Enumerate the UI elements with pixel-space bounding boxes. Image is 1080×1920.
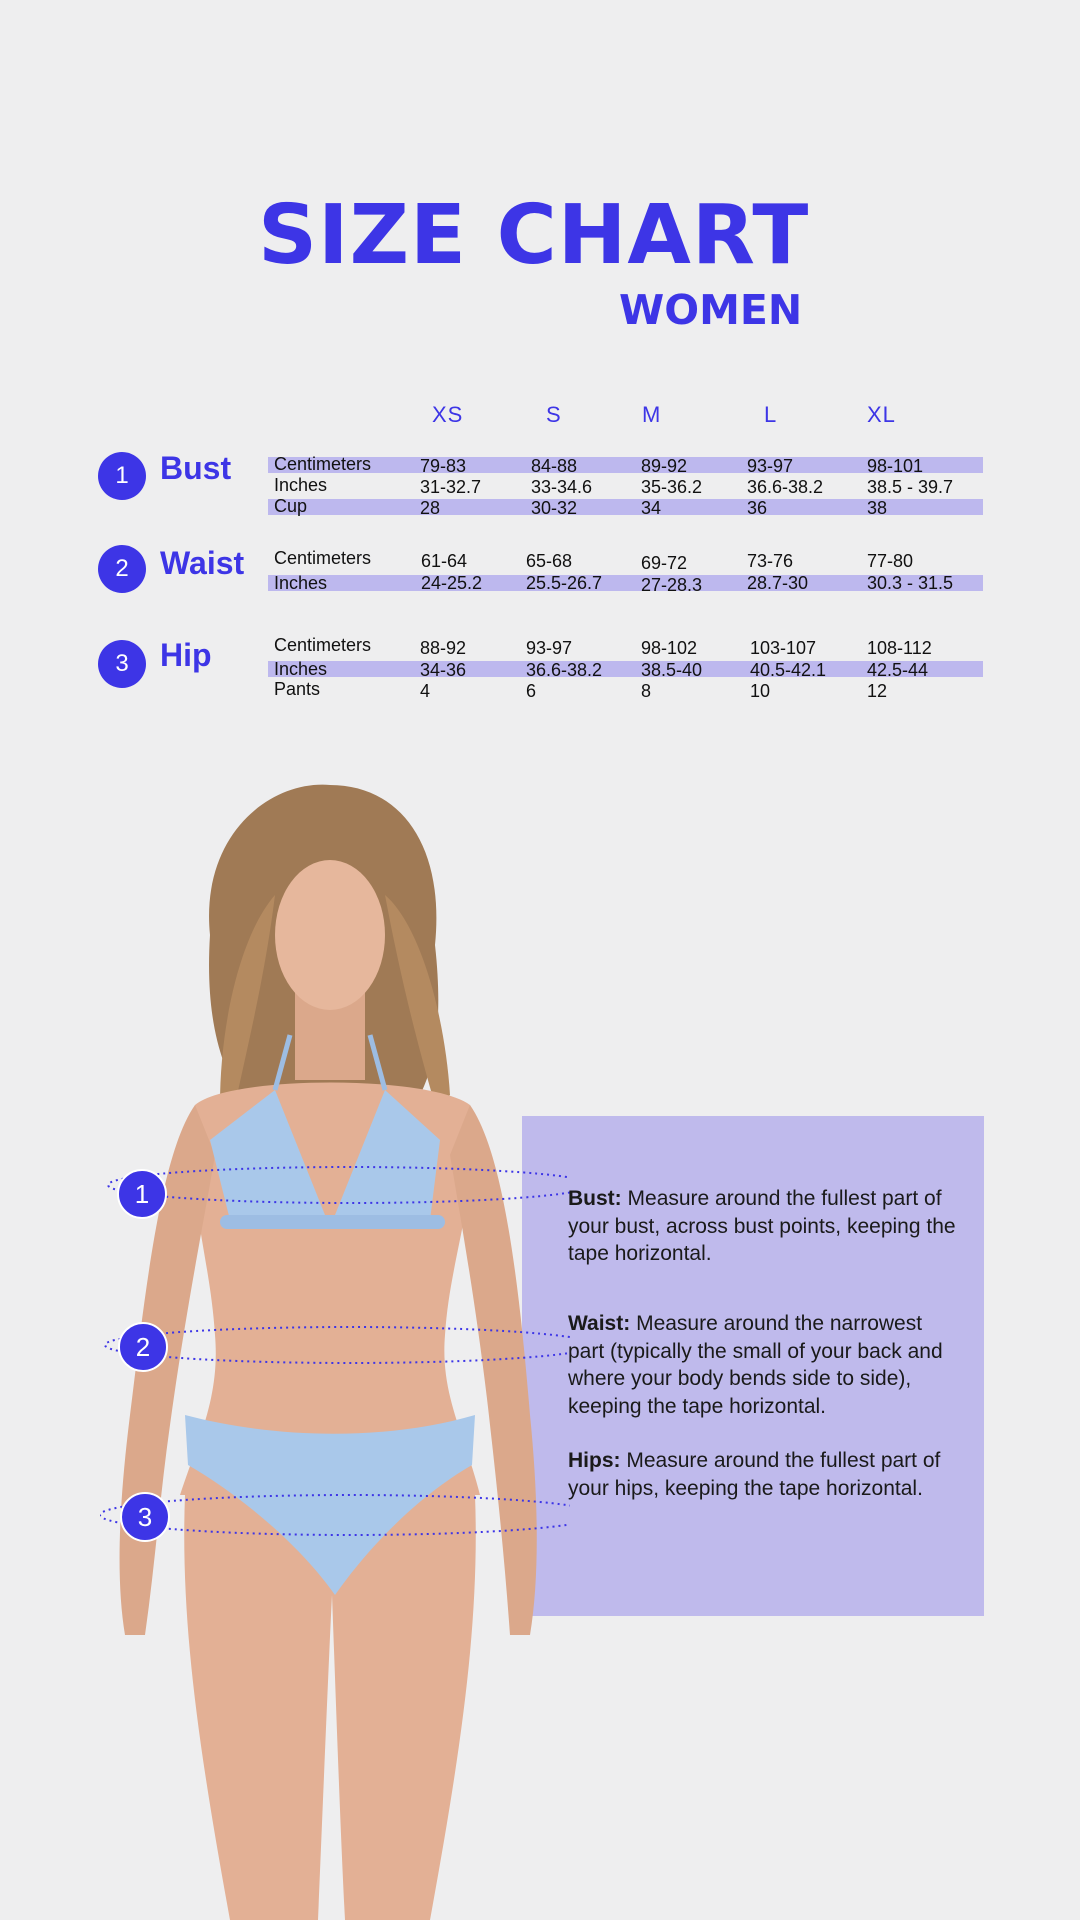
model-photo <box>100 775 570 1920</box>
page-subtitle: WOMEN <box>619 286 803 334</box>
waist-instruction <box>568 1310 958 1420</box>
waist-instruction-text: Measure around the narrowest part (typically the small of your back and where your body bends side to side), keeping the tape horizontal. <box>568 1312 943 1418</box>
size-header-l: L <box>764 402 778 427</box>
table-cell: 40.5-42.1 <box>750 660 827 680</box>
size-header-xs: XS <box>432 402 464 427</box>
size-header-m: M <box>642 402 662 427</box>
hip-marker: 3 <box>120 1492 170 1542</box>
table-cell: 36.6-38.2 <box>526 660 603 680</box>
bust-instruction <box>568 1185 958 1268</box>
table-cell: 36.6-38.2 <box>747 477 824 497</box>
table-cell: 34-36 <box>420 660 467 680</box>
table-cell: 30.3 - 31.5 <box>867 573 954 593</box>
row-label: Centimeters <box>274 635 372 655</box>
waist-instruction-term: Waist: <box>568 1312 631 1335</box>
table-cell: 84-88 <box>531 456 578 476</box>
table-cell: 27-28.3 <box>641 575 703 595</box>
table-cell: 28 <box>420 498 441 518</box>
table-cell: 98-102 <box>641 638 698 658</box>
table-cell: 24-25.2 <box>421 573 483 593</box>
table-cell: 103-107 <box>750 638 817 658</box>
size-header-xl: XL <box>867 402 896 427</box>
table-cell: 93-97 <box>747 456 794 476</box>
table-cell: 89-92 <box>641 456 688 476</box>
table-cell: 108-112 <box>867 638 932 658</box>
table-cell: 8 <box>641 681 652 701</box>
row-label: Cup <box>274 496 308 516</box>
table-cell: 35-36.2 <box>641 477 703 497</box>
hips-instruction <box>568 1447 958 1502</box>
table-cell: 42.5-44 <box>867 660 929 680</box>
row-label: Inches <box>274 659 328 679</box>
table-cell: 10 <box>750 681 771 701</box>
size-header-s: S <box>546 402 562 427</box>
bust-marker: 1 <box>117 1169 167 1219</box>
table-cell: 79-83 <box>420 456 467 476</box>
bust-number-badge: 1 <box>98 452 146 500</box>
table-cell: 12 <box>867 681 888 701</box>
table-cell: 31-32.7 <box>420 477 482 497</box>
page-title: SIZE CHART <box>258 188 810 283</box>
table-cell: 98-101 <box>867 456 924 476</box>
table-cell: 34 <box>641 498 662 518</box>
hips-instruction-term: Hips: <box>568 1449 621 1472</box>
table-cell: 6 <box>526 681 537 701</box>
table-cell: 38.5-40 <box>641 660 703 680</box>
table-cell: 4 <box>420 681 431 701</box>
row-label: Centimeters <box>274 454 372 474</box>
hip-number-badge: 3 <box>98 640 146 688</box>
bust-instruction-term: Bust: <box>568 1187 622 1210</box>
table-cell: 28.7-30 <box>747 573 809 593</box>
waist-number-badge: 2 <box>98 545 146 593</box>
table-cell: 30-32 <box>531 498 578 518</box>
bust-section-title: Bust <box>160 450 232 486</box>
row-label: Inches <box>274 573 328 593</box>
table-cell: 65-68 <box>526 551 573 571</box>
table-cell: 61-64 <box>421 551 468 571</box>
waist-section-title: Waist <box>160 545 245 581</box>
table-cell: 25.5-26.7 <box>526 573 603 593</box>
row-label: Inches <box>274 475 328 495</box>
row-label: Pants <box>274 679 321 699</box>
row-label: Centimeters <box>274 548 372 568</box>
bust-instruction-text: Measure around the fullest part of your bust, across bust points, keeping the tape horizontal. <box>568 1187 956 1265</box>
hip-section-title: Hip <box>160 637 212 673</box>
table-cell: 36 <box>747 498 768 518</box>
table-cell: 38.5 - 39.7 <box>867 477 954 497</box>
hips-instruction-text: Measure around the fullest part of your hips, keeping the tape horizontal. <box>568 1449 941 1500</box>
table-cell: 33-34.6 <box>531 477 593 497</box>
table-cell: 77-80 <box>867 551 914 571</box>
table-cell: 38 <box>867 498 888 518</box>
table-cell: 88-92 <box>420 638 467 658</box>
table-cell: 73-76 <box>747 551 794 571</box>
waist-marker: 2 <box>118 1322 168 1372</box>
table-cell: 93-97 <box>526 638 573 658</box>
table-cell: 69-72 <box>641 553 688 573</box>
